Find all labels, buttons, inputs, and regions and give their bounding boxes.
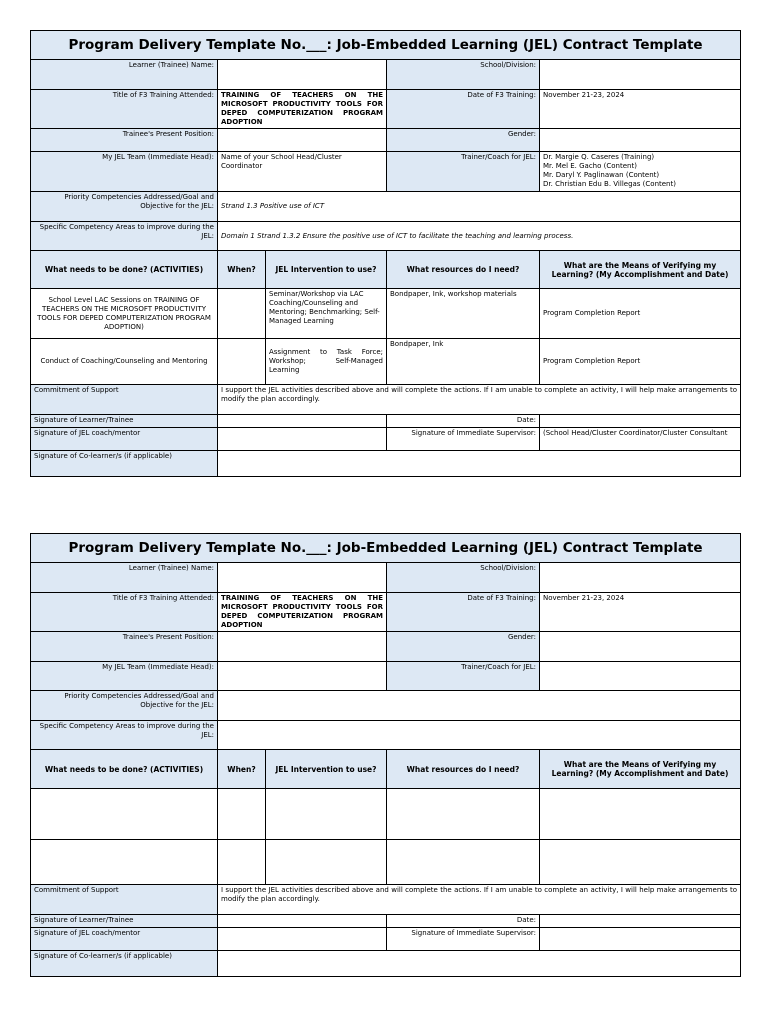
column-header-resources: What resources do I need? [387,750,540,789]
jel-team-field[interactable] [218,662,387,691]
gender-field[interactable] [540,129,741,152]
column-header-when: When? [218,750,266,789]
specific-competency-label: Specific Competency Areas to improve during the JEL: [31,721,218,750]
trainer-coach-label: Trainer/Coach for JEL: [387,662,540,691]
when-cell[interactable] [218,289,266,339]
sig-supervisor-label: Signature of Immediate Supervisor: [387,428,540,451]
jel-team-label: My JEL Team (Immediate Head): [31,152,218,192]
table-row [31,789,741,840]
sig-coach-label: Signature of JEL coach/mentor [31,928,218,951]
column-header-activities: What needs to be done? (ACTIVITIES) [31,251,218,289]
sig-learner-field[interactable] [218,915,387,928]
gender-field[interactable] [540,632,741,662]
f3-training-date-label: Date of F3 Training: [387,90,540,129]
resources-cell[interactable]: Bondpaper, Ink [387,339,540,385]
f3-training-title-field[interactable]: TRAINING OF TEACHERS ON THE MICROSOFT PRODUCTIVITY TOOLS FOR DEPED COMPUTERIZATION PROGRAM ADOPTION [218,90,387,129]
sig-learner-field[interactable] [218,415,387,428]
learner-name-field[interactable] [218,60,387,90]
activity-cell[interactable]: School Level LAC Sessions on TRAINING OF TEACHERS ON THE MICROSOFT PRODUCTIVITY TOOLS FOR DEPED COMPUTERIZATION PROGRAM ADOPTION) [31,289,218,339]
means-cell[interactable] [540,789,741,840]
school-division-label: School/Division: [387,60,540,90]
school-division-label: School/Division: [387,563,540,593]
jel-contract-template-2 [30,533,740,977]
intervention-cell[interactable] [266,789,387,840]
intervention-cell[interactable]: Assignment to Task Force; Workshop; Self-Managed Learning [266,339,387,385]
column-header-intervention: JEL Intervention to use? [266,750,387,789]
column-header-means: What are the Means of Verifying my Learning? (My Accomplishment and Date) [540,750,741,789]
sig-colearner-label: Signature of Co-learner/s (if applicable) [31,451,218,477]
sig-colearner-label: Signature of Co-learner/s (if applicable) [31,951,218,977]
date-label: Date: [387,915,540,928]
commitment-label: Commitment of Support [31,385,218,415]
column-header-when: When? [218,251,266,289]
f3-training-title-label: Title of F3 Training Attended: [31,593,218,632]
priority-competencies-label: Priority Competencies Addressed/Goal and Objective for the JEL: [31,192,218,222]
resources-cell[interactable] [387,789,540,840]
table-row [31,339,741,385]
sig-supervisor-field[interactable]: (School Head/Cluster Coordinator/Cluster Consultant [540,428,741,451]
specific-competency-label: Specific Competency Areas to improve during the JEL: [31,222,218,251]
intervention-cell[interactable] [266,840,387,885]
jel-team-field[interactable]: Name of your School Head/Cluster Coordinator [218,152,387,192]
f3-training-date-field[interactable]: November 21-23, 2024 [540,90,741,129]
f3-training-date-label: Date of F3 Training: [387,593,540,632]
sig-colearner-field[interactable] [218,451,741,477]
commitment-text: I support the JEL activities described above and will complete the actions. If I am unable to complete an activity, I will help make arrangements to modify the plan accordingly. [218,885,741,915]
activity-cell[interactable] [31,840,218,885]
template-title: Program Delivery Template No.___: Job-Embedded Learning (JEL) Contract Template [31,534,741,563]
priority-competencies-field[interactable] [218,691,741,721]
trainer-coach-name: Mr. Mel E. Gacho (Content) [543,162,637,170]
specific-competency-field[interactable]: Domain 1 Strand 1.3.2 Ensure the positive use of ICT to facilitate the teaching and learning process. [218,222,741,251]
means-cell[interactable]: Program Completion Report [540,339,741,385]
date-field[interactable] [540,915,741,928]
sig-learner-label: Signature of Learner/Trainee [31,415,218,428]
learner-name-label: Learner (Trainee) Name: [31,563,218,593]
present-position-field[interactable] [218,129,387,152]
f3-training-title-label: Title of F3 Training Attended: [31,90,218,129]
jel-contract-template-1 [30,30,740,477]
f3-training-title-field[interactable]: TRAINING OF TEACHERS ON THE MICROSOFT PRODUCTIVITY TOOLS FOR DEPED COMPUTERIZATION PROGRAM ADOPTION [218,593,387,632]
present-position-field[interactable] [218,632,387,662]
when-cell[interactable] [218,840,266,885]
trainer-coach-name: Dr. Christian Edu B. Villegas (Content) [543,180,676,188]
school-division-field[interactable] [540,563,741,593]
resources-cell[interactable] [387,840,540,885]
gender-label: Gender: [387,129,540,152]
trainer-coach-name: Dr. Margie Q. Caseres (Training) [543,153,655,161]
table-row [31,289,741,339]
when-cell[interactable] [218,789,266,840]
jel-team-label: My JEL Team (Immediate Head): [31,662,218,691]
sig-supervisor-label: Signature of Immediate Supervisor: [387,928,540,951]
means-cell[interactable] [540,840,741,885]
sig-colearner-field[interactable] [218,951,741,977]
means-cell[interactable]: Program Completion Report [540,289,741,339]
learner-name-label: Learner (Trainee) Name: [31,60,218,90]
trainer-coach-field[interactable] [540,152,741,192]
priority-competencies-field[interactable]: Strand 1.3 Positive use of ICT [218,192,741,222]
date-label: Date: [387,415,540,428]
commitment-text: I support the JEL activities described above and will complete the actions. If I am unable to complete an activity, I will help make arrangements to modify the plan accordingly. [218,385,741,415]
activity-cell[interactable] [31,789,218,840]
priority-competencies-label: Priority Competencies Addressed/Goal and Objective for the JEL: [31,691,218,721]
sig-coach-field[interactable] [218,428,387,451]
commitment-label: Commitment of Support [31,885,218,915]
school-division-field[interactable] [540,60,741,90]
trainer-coach-label: Trainer/Coach for JEL: [387,152,540,192]
column-header-resources: What resources do I need? [387,251,540,289]
sig-coach-label: Signature of JEL coach/mentor [31,428,218,451]
when-cell[interactable] [218,339,266,385]
sig-coach-field[interactable] [218,928,387,951]
column-header-means: What are the Means of Verifying my Learning? (My Accomplishment and Date) [540,251,741,289]
specific-competency-field[interactable] [218,721,741,750]
column-header-intervention: JEL Intervention to use? [266,251,387,289]
trainer-coach-field[interactable] [540,662,741,691]
present-position-label: Trainee's Present Position: [31,129,218,152]
f3-training-date-field[interactable]: November 21-23, 2024 [540,593,741,632]
present-position-label: Trainee's Present Position: [31,632,218,662]
trainer-coach-name: Mr. Daryl Y. Paglinawan (Content) [543,171,660,179]
resources-cell[interactable]: Bondpaper, Ink, workshop materials [387,289,540,339]
jel-contract-table [30,30,741,477]
learner-name-field[interactable] [218,563,387,593]
sig-learner-label: Signature of Learner/Trainee [31,915,218,928]
sig-supervisor-field[interactable] [540,928,741,951]
date-field[interactable] [540,415,741,428]
table-row [31,840,741,885]
activity-cell[interactable]: Conduct of Coaching/Counseling and Mentoring [31,339,218,385]
jel-contract-table [30,533,741,977]
template-title: Program Delivery Template No.___: Job-Embedded Learning (JEL) Contract Template [31,31,741,60]
column-header-activities: What needs to be done? (ACTIVITIES) [31,750,218,789]
intervention-cell[interactable]: Seminar/Workshop via LAC Coaching/Counseling and Mentoring; Benchmarking; Self-Managed Learning [266,289,387,339]
gender-label: Gender: [387,632,540,662]
